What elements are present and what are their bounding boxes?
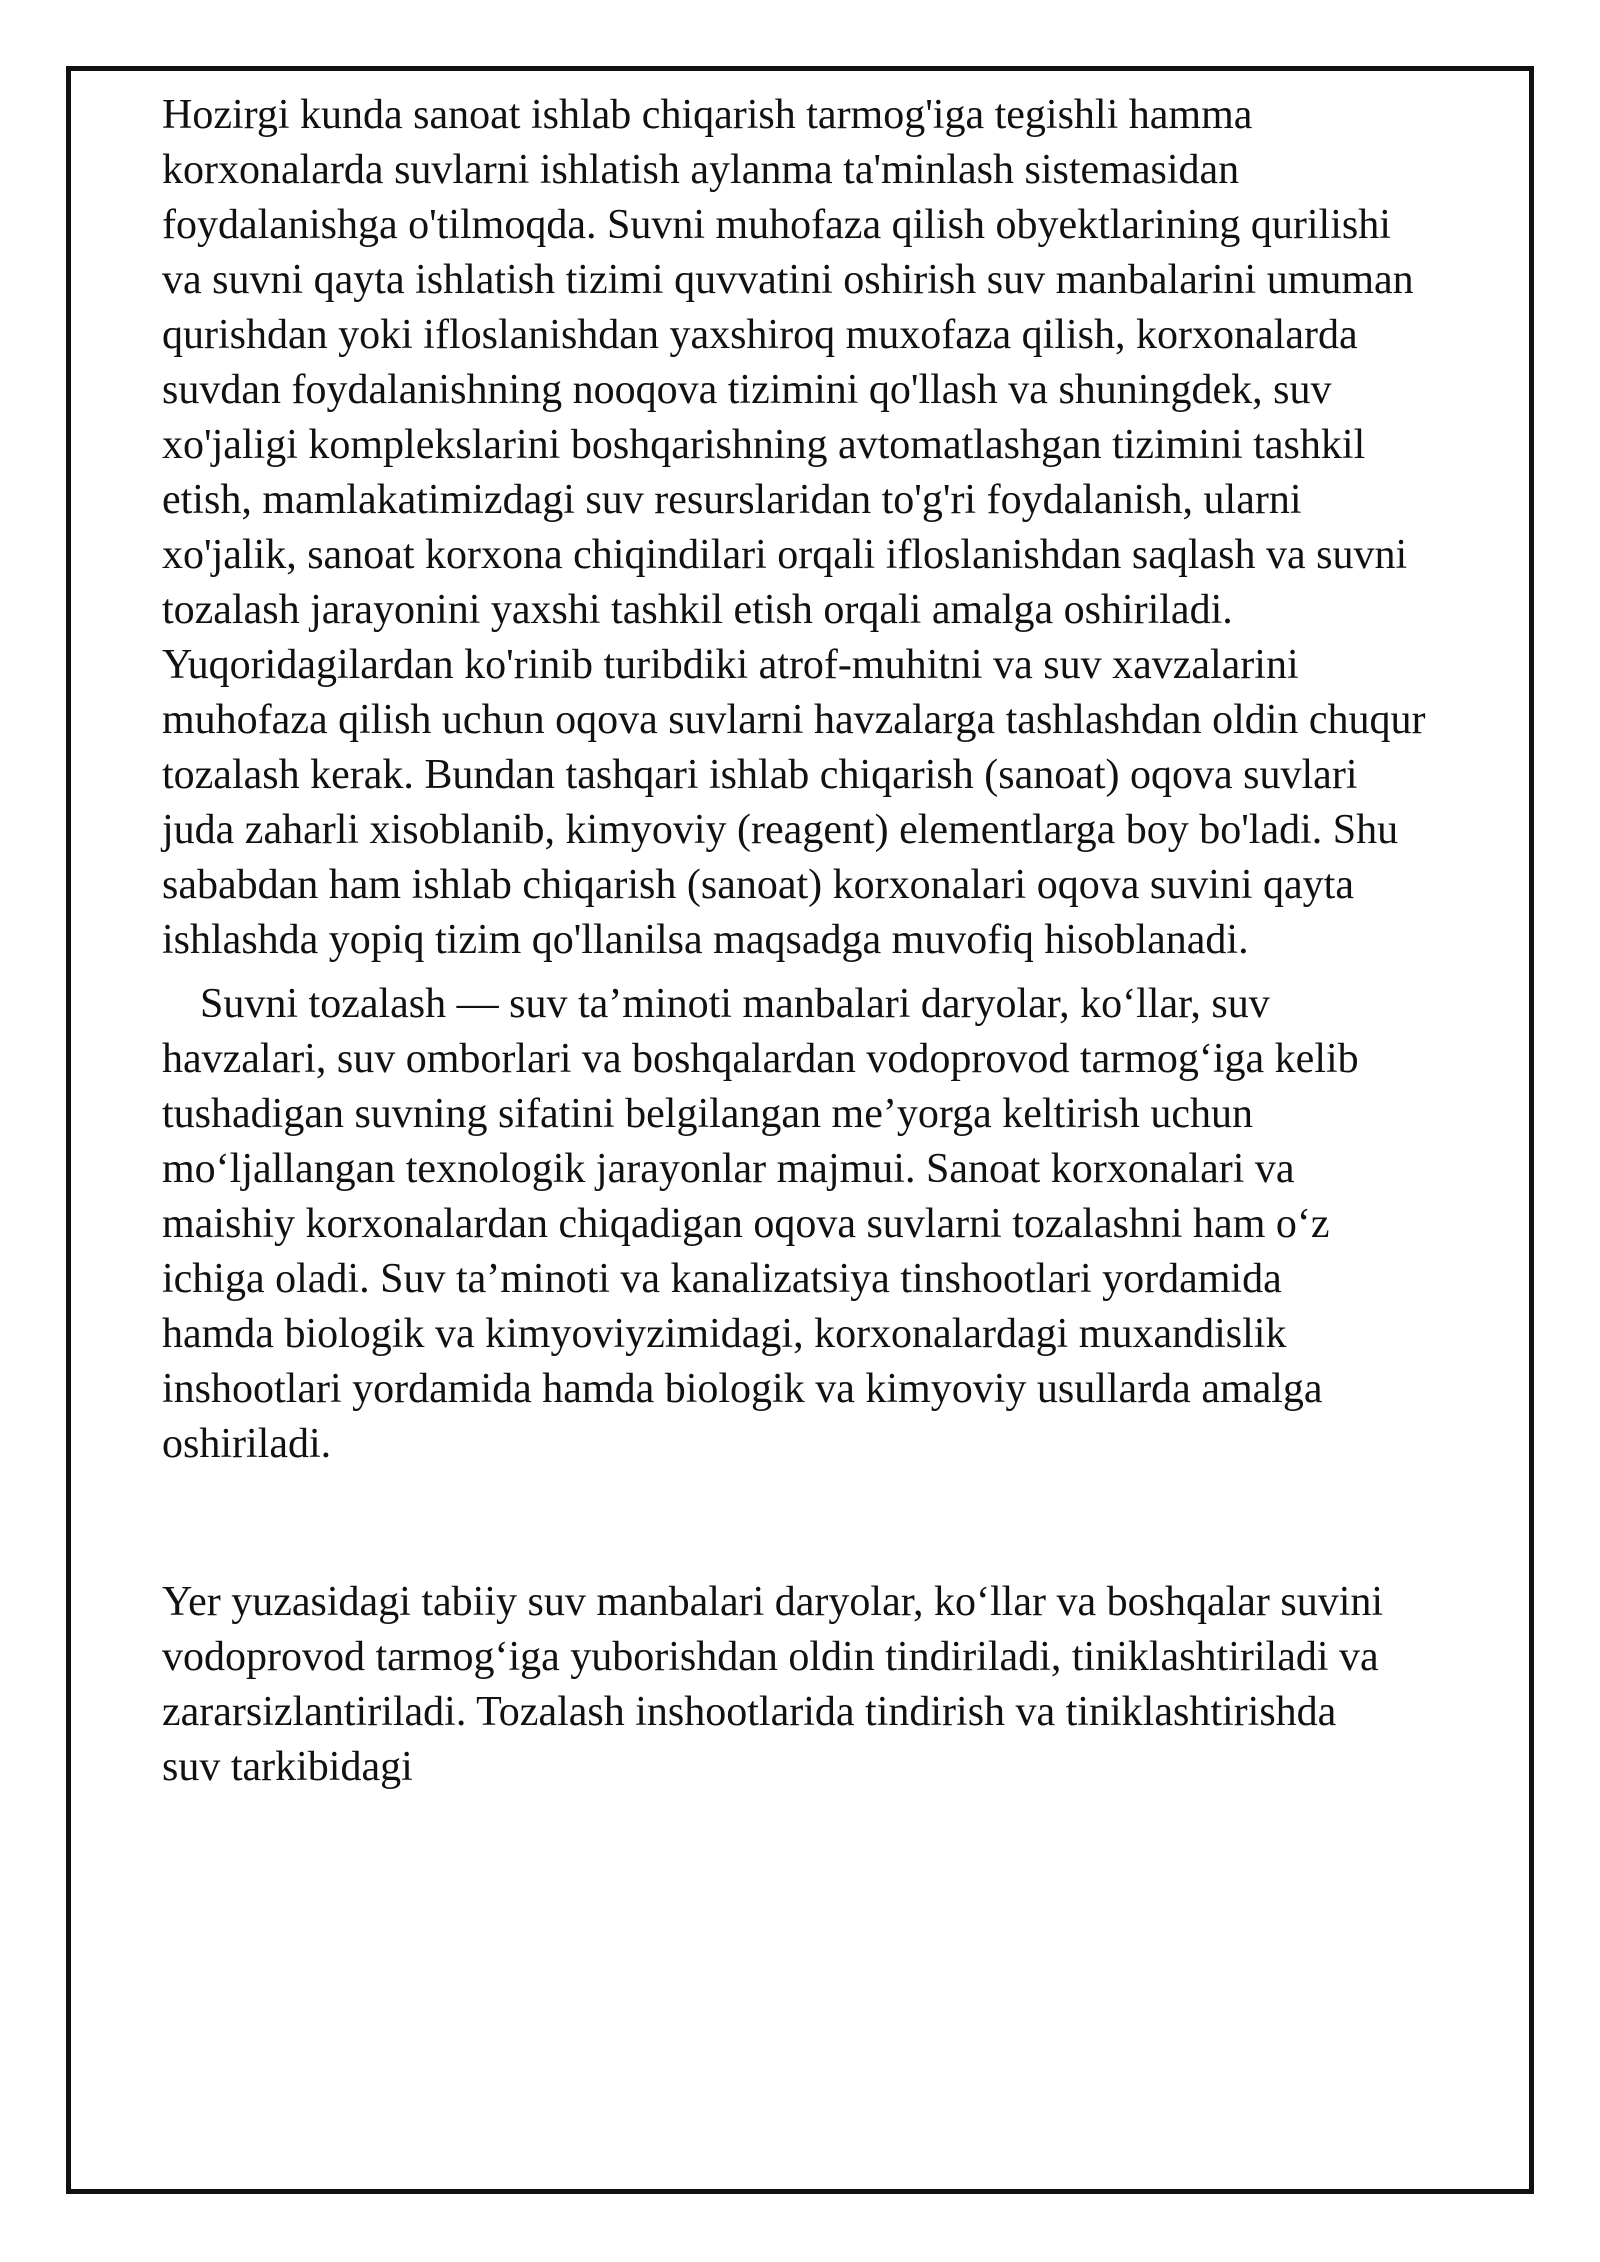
paragraph-industrial-water-reuse: Hozirgi kunda sanoat ishlab chiqarish tarmog'iga tegishli hamma korxonalarda suvlarni ishlatish aylanma ta'minlash sistemasidan foydalanishga o'tilmoqda. Suvni muhofaza qilish obyektlarining qurilishi va suvni qayta ishlatish tizimi quvvatini oshirish suv manbalarini umuman qurishdan yoki ifloslanishdan yaxshiroq muxofaza qilish, korxonalarda suvdan foydalanishning nooqova tizimini qo'llash va shuningdek, suv xo'jaligi komplekslarini boshqarishning avtomatlashgan tizimini tashkil etish, mamlakatimizdagi suv resurslaridan to'g'ri foydalanish, ularni xo'jalik, sanoat korxona chiqindilari orqali ifloslanishdan saqlash va suvni tozalash jarayonini yaxshi tashkil etish orqali amalga oshiriladi. Yuqoridagilardan ko'rinib turibdiki atrof-muhitni va suv xavzalarini muhofaza qilish uchun oqova suvlarni havzalarga tashlashdan oldin chuqur tozalash kerak. Bundan tashqari ishlab chiqarish (sanoat) oqova suvlari juda zaharli xisoblanib, kimyoviy (reagent) elementlarga boy bo'ladi. Shu sababdan ham ishlab chiqarish (sanoat) korxonalari oqova suvini qayta ishlashda yopiq tizim qo'llanilsa maqsadga muvofiq hisoblanadi. — [162, 92, 1426, 963]
document-body — [162, 88, 1442, 1795]
paragraph-surface-water-sources: Yer yuzasidagi tabiiy suv manbalari daryolar, koʻllar va boshqalar suvini vodoprovod tarmogʻiga yuborishdan oldin tindiriladi, tiniklashtiriladi va zararsizlantiriladi. Tozalash inshootlarida tindirish va tiniklashtirishda suv tarkibidagi — [162, 1579, 1384, 1790]
paragraph-water-treatment-definition: Suvni tozalash — suv ta’minoti manbalari daryolar, koʻllar, suv havzalari, suv omborlari va boshqalardan vodoprovod tarmogʻiga kelib tushadigan suvning sifatini belgilangan me’yorga keltirish uchun moʻljallangan texnologik jarayonlar majmui. Sanoat korxonalari va maishiy korxonalardan chiqadigan oqova suvlarni tozalashni ham oʻz ichiga oladi. Suv ta’minoti va kanalizatsiya tinshootlari yordamida hamda biologik va kimyoviyzimidagi, korxonalardagi muxandislik inshootlari yordamida hamda biologik va kimyoviy usullarda amalga oshiriladi. — [162, 981, 1359, 1467]
